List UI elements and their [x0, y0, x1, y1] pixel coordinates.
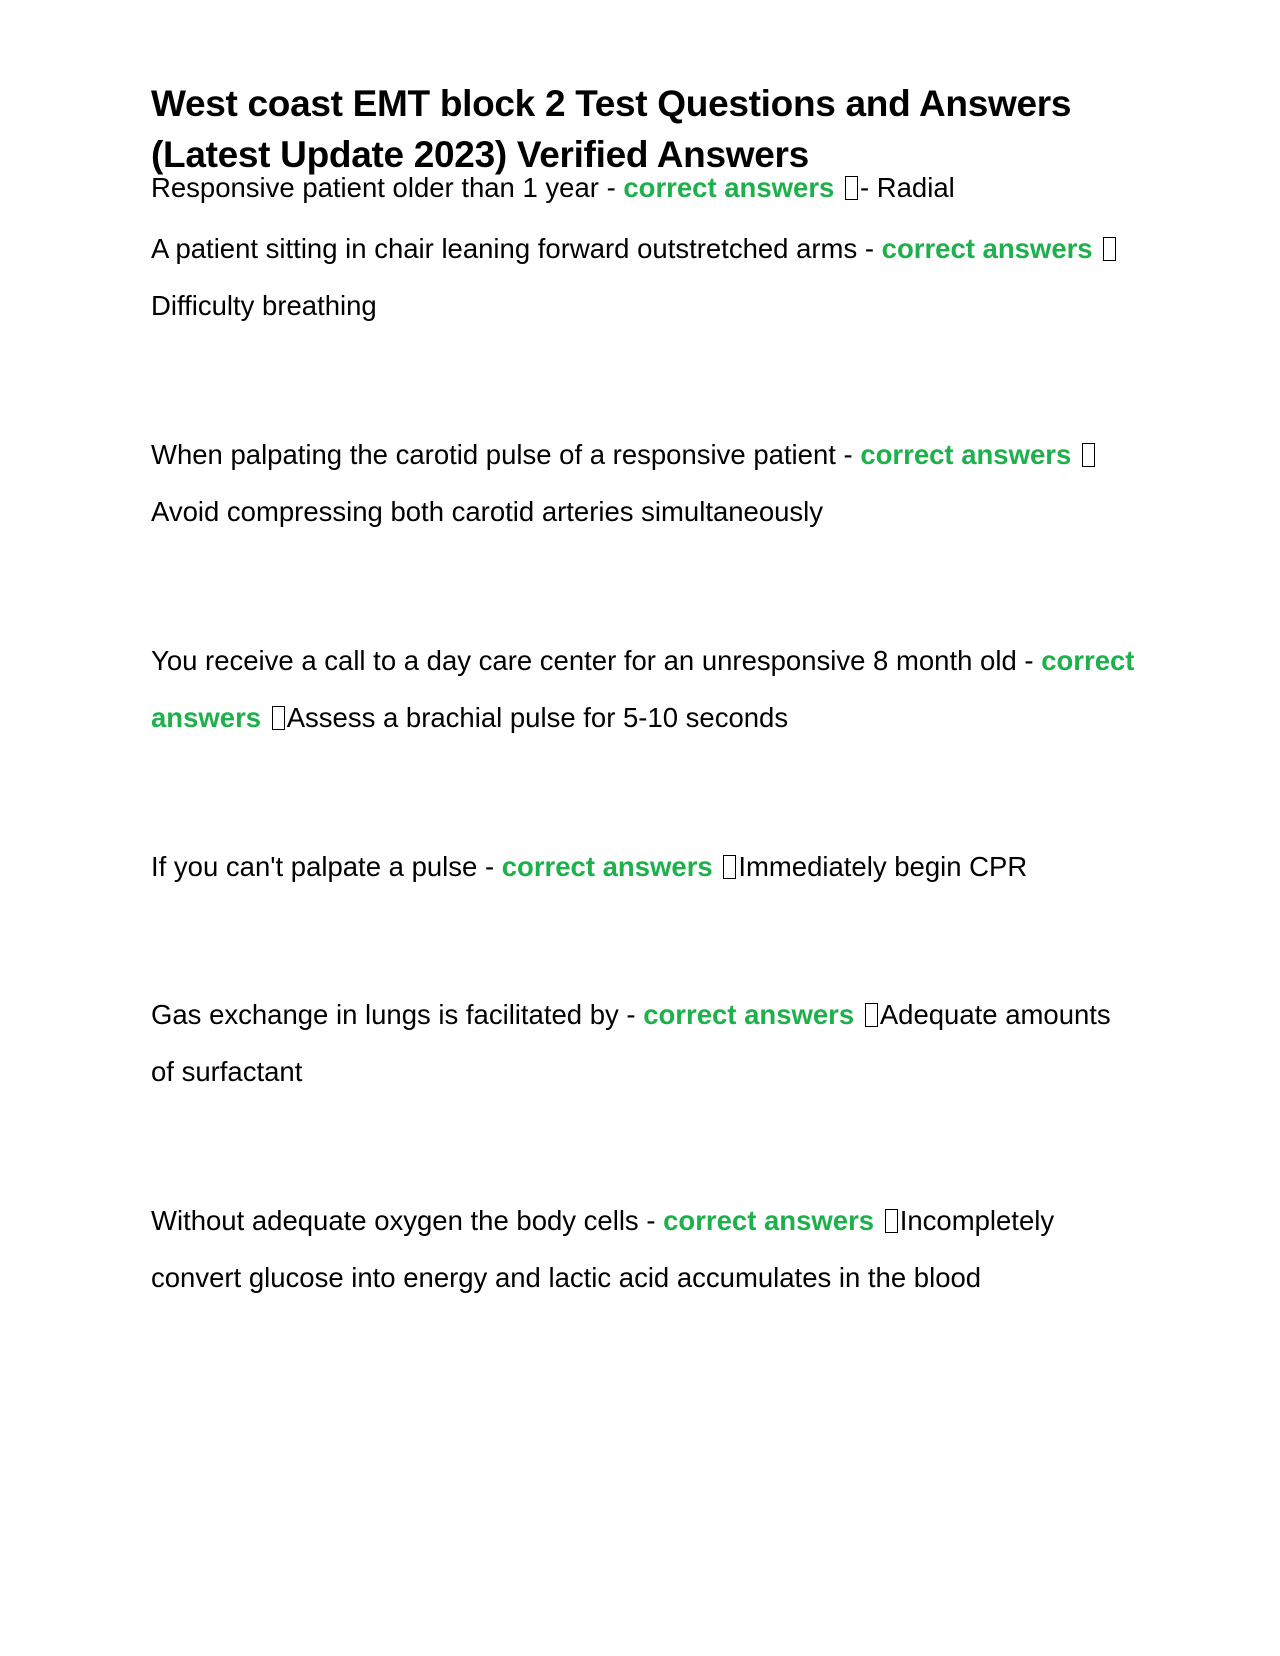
answer-text: Adequate amounts of surfactant — [151, 999, 1111, 1087]
answer-text: Incompletely convert glucose into energy and lactic acid accumulates in the blood — [151, 1205, 1055, 1293]
question-text: Responsive patient older than 1 year - — [151, 172, 624, 203]
question-text: If you can't palpate a pulse - — [151, 851, 502, 882]
box-glyph-icon — [1103, 237, 1116, 261]
title-line-1: West coast EMT block 2 Test Questions and Answers — [151, 83, 1072, 124]
answer-label: correct answers — [643, 999, 855, 1030]
document-page — [151, 78, 1141, 1293]
question-text: A patient sitting in chair leaning forward outstretched arms - — [151, 233, 882, 264]
box-glyph-icon — [845, 176, 858, 200]
answer-label: correct answers — [881, 233, 1093, 264]
box-glyph-icon — [1082, 443, 1095, 467]
answer-text: Difficulty breathing — [151, 290, 377, 321]
qa-item — [151, 986, 1141, 1100]
qa-item — [151, 426, 1141, 540]
box-glyph-icon — [723, 855, 736, 879]
question-text: Gas exchange in lungs is facilitated by - — [151, 999, 644, 1030]
answer-text: Avoid compressing both carotid arteries simultaneously — [151, 496, 824, 527]
question-text: Without adequate oxygen the body cells - — [151, 1205, 664, 1236]
box-glyph-icon — [865, 1003, 878, 1027]
question-text: When palpating the carotid pulse of a responsive patient - — [151, 439, 861, 470]
box-glyph-icon — [885, 1209, 898, 1233]
qa-item — [151, 632, 1141, 746]
qa-item — [151, 220, 1141, 334]
answer-text: - Radial — [859, 172, 955, 203]
answer-text: Immediately begin CPR — [738, 851, 1028, 882]
answer-text: Assess a brachial pulse for 5-10 seconds — [286, 702, 789, 733]
answer-label: correct answers — [501, 851, 713, 882]
title-line-2: (Latest Update 2023) Verified Answers — [151, 134, 809, 175]
qa-item — [151, 1192, 1141, 1306]
qa-item — [151, 166, 1141, 210]
qa-item — [151, 838, 1141, 895]
answer-label: correct answers — [860, 439, 1072, 470]
answer-label: correct answers — [623, 172, 835, 203]
answer-label: correct answers — [663, 1205, 875, 1236]
document-title — [151, 78, 1141, 180]
question-text: You receive a call to a day care center for an unresponsive 8 month old - — [151, 645, 1042, 676]
answer-label: correct answers — [151, 645, 1135, 733]
box-glyph-icon — [272, 706, 285, 730]
